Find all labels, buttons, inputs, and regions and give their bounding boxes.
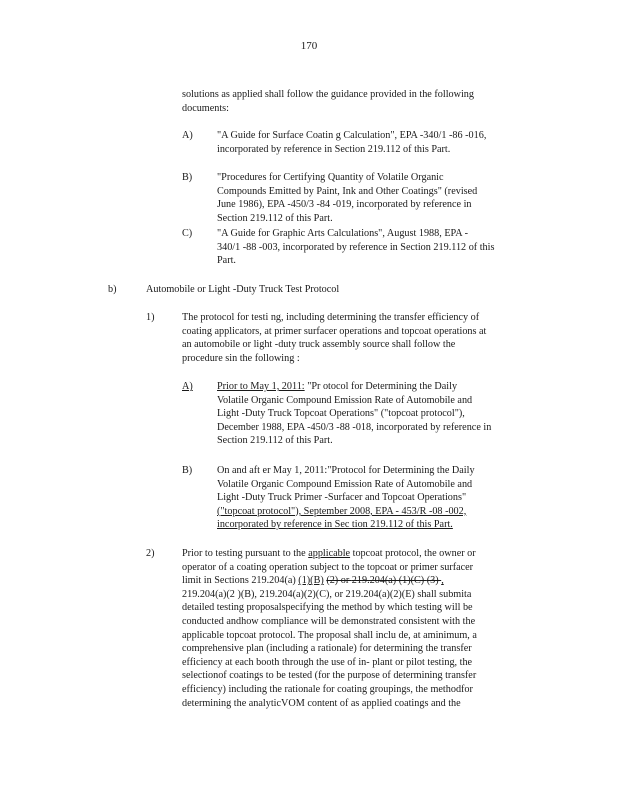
sub-item-label: B) [182,465,193,476]
deleted-text: 219.204(a) (1)(C) [351,575,427,587]
item-line: incorporated by reference in Section 219.112 of this Part. [217,143,451,155]
text-line: 219.204(a)(2 )(B), 219.204(a)(2)(C), or 219.204(a)(2)(E) shall submita [182,588,472,600]
inserted-text: (1)(B) [298,575,324,587]
item-text-c [217,227,494,268]
text-line: Light -Duty Truck Primer -Surfacer and Topcoat Operations" [217,492,467,504]
intro-paragraph [182,88,474,115]
underlined-date: Prior to May 1, 2011: [217,381,305,392]
text-line: determining the analyticVOM content of as applied coatings and the [182,697,461,709]
text-line: Volatile Organic Compound Emission Rate of Automobile and [217,478,473,490]
item-line: Part. [217,255,236,267]
text-segment: Prior to testing pursuant to the [182,548,306,559]
subsection-1-text [182,311,486,365]
item-label: C) [182,228,193,239]
text-segment: limit in Sections 219.204(a) [182,575,299,587]
subsection-2-text [182,547,477,710]
page-number: 170 [300,40,318,52]
item-text-a [217,129,486,156]
deleted-text: (2) or [326,575,352,587]
text-line: procedure sin the following : [182,352,300,364]
text-line: operator of a coating operation subject to the topcoat or primer surfacer [182,561,474,573]
item-line: June 1986), EPA -450/3 -84 -019, incorporated by reference in [217,199,472,211]
text-line: Light -Duty Truck Topcoat Operations" ("topcoat protocol"), [217,408,465,420]
text-line: The protocol for testi ng, including determining the transfer efficiency of [182,312,480,323]
underlined-line: ("topcoat protocol"), September 2008, EPA - 453/R -08 -002, [217,505,467,517]
item-line: Compounds Emitted by Paint, Ink and Other Coatings" (revised [217,185,478,197]
text-line: December 1988, EPA -450/3 -88 -018, incorporated by reference in [217,421,492,433]
sub-item-a-text [217,380,491,448]
item-label: A) [182,130,193,141]
deleted-text: (3) [426,575,442,587]
text-line: detailed testing proposalspecifying the method by which testing will be [182,602,473,614]
item-text-b [217,171,477,225]
text-line: Section 219.112 of this Part. [217,435,333,447]
intro-line: solutions as applied shall follow the guidance provided in the following [182,89,474,100]
text-line: coating applicators, at primer surfacer operations and topcoat operations at [182,325,487,337]
item-label: B) [182,172,193,183]
text-line: efficiency) including the rationale for coating groupings, the methodfor [182,683,473,695]
item-line: Section 219.112 of this Part. [217,212,333,224]
sub-item-b-text [217,464,475,532]
item-line: "A Guide for Graphic Arts Calculations", August 1988, EPA - [217,228,469,239]
section-b-title: Automobile or Light -Duty Truck Test Protocol [146,284,340,295]
text-line: selectionof coatings to be tested (for the purpose of determining transfer [182,670,477,682]
text-line: On and aft er May 1, 2011:"Protocol for Determining the Daily [217,465,475,476]
underlined-line: incorporated by reference in Sec tion 219.112 of this Part. [217,519,453,531]
text-line: comprehensive plan (including a rationale) for determining the transfer [182,643,472,655]
text-line: conducted andhow compliance will be demonstrated consistent with the [182,615,476,627]
item-line: "A Guide for Surface Coatin g Calculation", EPA -340/1 -86 -016, [217,130,487,141]
section-b-label: b) [108,284,117,295]
intro-line: documents: [182,102,229,114]
inserted-text: , [441,575,444,587]
text-line: an automobile or light -duty truck assembly source shall follow the [182,339,456,351]
text-segment: "Pr otocol for Determining the Daily [304,381,458,392]
text-line: applicable topcoat protocol. The proposal shall inclu de, at aminimum, a [182,629,477,641]
subsection-2-label: 2) [146,548,155,559]
text-line: Volatile Organic Compound Emission Rate of Automobile and [217,394,473,406]
subsection-1-label: 1) [146,312,155,323]
inserted-text: applicable [308,548,351,559]
sub-item-label: A) [182,381,193,392]
text-line: efficiency at each booth through the use of in- plant or pilot testing, the [182,656,473,668]
item-line: "Procedures for Certifying Quantity of Volatile Organic [217,172,444,183]
item-line: 340/1 -88 -003, incorporated by reference in Section 219.112 of this [217,241,495,253]
text-segment: topcoat protocol, the owner or [350,548,476,559]
